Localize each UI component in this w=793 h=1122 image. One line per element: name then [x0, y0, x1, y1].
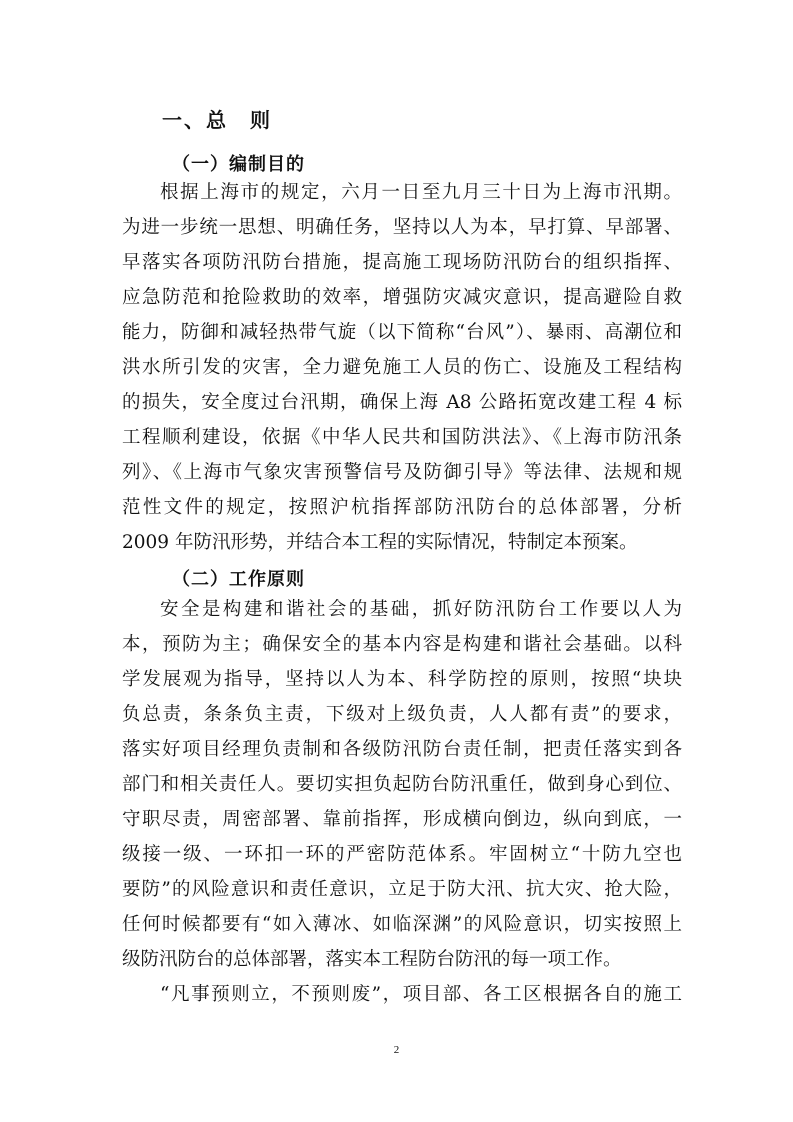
page-number: 2 [393, 1044, 400, 1056]
paragraph-line: 守职尽责，周密部署、靠前指挥，形成横向倒边，纵向到底，一 [122, 809, 682, 830]
section-title: 一、总 则 [162, 108, 272, 132]
paragraph-line: 洪水所引发的灾害，全力避免施工人员的伤亡、设施及工程结构 [122, 357, 682, 378]
paragraph-line: 列》、《上海市气象灾害预警信号及防御引导》等法律、法规和规 [122, 462, 682, 483]
paragraph-line: 级接一级、一环扣一环的严密防范体系。牢固树立“十防九空也 [122, 844, 682, 865]
paragraph-line: 部门和相关责任人。要切实担负起防台防汛重任，做到身心到位、 [122, 774, 682, 795]
paragraph-line: 应急防范和抢险救助的效率，增强防灾减灾意识，提高避险自救 [122, 287, 682, 308]
paragraph-line: “凡事预则立，不预则废”，项目部、各工区根据各自的施工 [160, 984, 682, 1005]
paragraph-line: 早落实各项防汛防台措施，提高施工现场防汛防台的组织指挥、 [122, 252, 682, 273]
subsection-title-purpose: （一）编制目的 [172, 154, 305, 175]
paragraph-line: 任何时候都要有“如入薄冰、如临深渊”的风险意识，切实按照上 [122, 914, 682, 935]
paragraph-line: 范性文件的规定，按照沪杭指挥部防汛防台的总体部署，分析 [122, 497, 682, 518]
paragraph-line: 要防”的风险意识和责任意识，立足于防大汛、抗大灾、抢大险， [122, 879, 682, 900]
paragraph-line: 负总责，条条负主责，下级对上级负责，人人都有责”的要求， [122, 704, 682, 725]
paragraph-line: 安全是构建和谐社会的基础，抓好防汛防台工作要以人为 [160, 599, 682, 620]
paragraph-line: 本，预防为主；确保安全的基本内容是构建和谐社会基础。以科 [122, 634, 682, 655]
paragraph-line: 2009 年防汛形势，并结合本工程的实际情况，特制定本预案。 [122, 532, 638, 553]
paragraph-line: 根据上海市的规定，六月一日至九月三十日为上海市汛期。 [160, 182, 682, 203]
paragraph-line: 的损失，安全度过台汛期，确保上海 A8 公路拓宽改建工程 4 标 [122, 392, 682, 413]
subsection-title-principles: （二）工作原则 [172, 569, 305, 590]
paragraph-line: 级防汛防台的总体部署，落实本工程防台防汛的每一项工作。 [122, 949, 622, 970]
paragraph-line: 能力，防御和减轻热带气旋（以下简称“台风”）、暴雨、高潮位和 [122, 322, 682, 343]
paragraph-line: 为进一步统一思想、明确任务，坚持以人为本，早打算、早部署、 [122, 217, 682, 238]
paragraph-line: 落实好项目经理负责制和各级防汛防台责任制，把责任落实到各 [122, 739, 682, 760]
paragraph-line: 学发展观为指导，坚持以人为本、科学防控的原则，按照“块块 [122, 669, 682, 690]
paragraph-line: 工程顺利建设，依据《中华人民共和国防洪法》、《上海市防汛条 [122, 427, 682, 448]
